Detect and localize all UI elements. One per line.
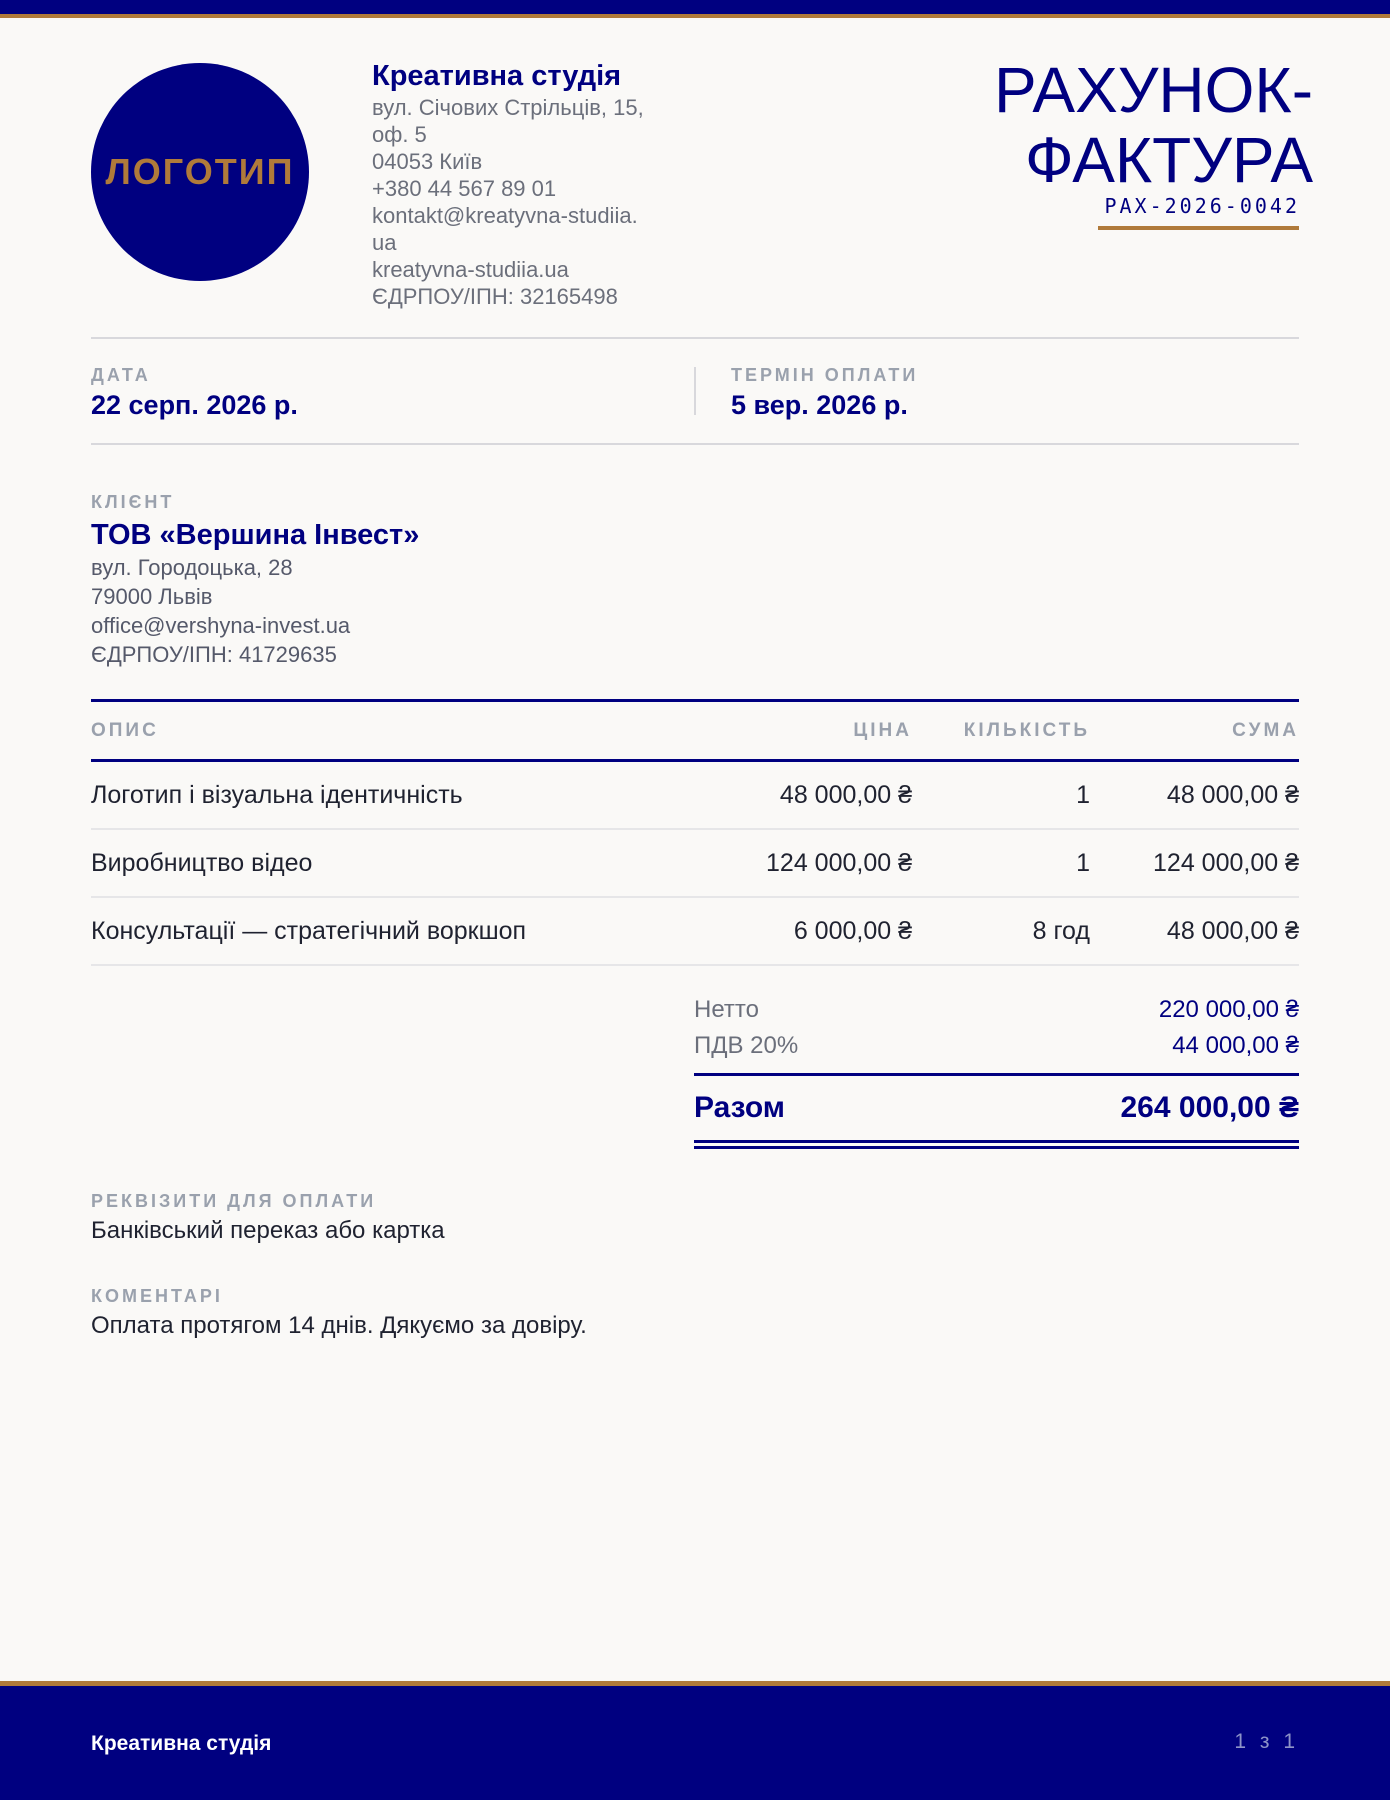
item-price: 6 000,00 ₴ [793,916,912,945]
company-info [372,58,672,310]
item-sum: 48 000,00 ₴ [1166,916,1299,945]
payment-details [91,1190,991,1246]
client-label: КЛІЄНТ [91,492,175,512]
payment-text: Банківський переказ або картка [91,1217,445,1244]
logo-text: ЛОГОТИП [105,151,295,192]
table-header [91,702,1299,759]
top-accent-line [0,14,1390,18]
client-city: 79000 Львів [91,584,213,609]
item-price: 48 000,00 ₴ [779,780,912,809]
document-title-line1: РАХУНОК- [993,54,1313,126]
total-label: Разом [694,1091,785,1124]
top-bar [0,0,1390,14]
invoice-number: РАХ-2026-0042 [1104,194,1300,218]
footer [0,1686,1390,1800]
date-divider [694,367,696,415]
vat-row [694,1028,1299,1064]
due-date-value: 5 вер. 2026 р. [731,390,908,420]
footer-company-name: Креативна студія [91,1732,272,1755]
total-value: 264 000,00 ₴ [1120,1091,1299,1124]
client-address: вул. Городоцька, 28 [91,555,293,580]
due-date-label: ТЕРМІН ОПЛАТИ [731,365,919,385]
company-email-part2: ua [372,230,397,255]
net-value: 220 000,00 ₴ [1158,996,1299,1023]
item-price: 124 000,00 ₴ [766,848,912,877]
client-info [91,491,691,669]
client-email: office@vershyna-invest.ua [91,613,351,638]
company-name: Креативна студія [372,60,622,92]
date-label: ДАТА [91,365,151,385]
header-quantity: КІЛЬКІСТЬ [963,719,1090,741]
divider [91,337,1299,339]
comments [91,1285,991,1341]
client-name: ТОВ «Вершина Інвест» [91,519,420,551]
total-double-rule-top [694,1140,1299,1143]
grand-total-row [694,1076,1299,1140]
net-row [694,992,1299,1028]
date-block [91,364,298,422]
comments-label: КОМЕНТАРІ [91,1286,223,1306]
document-title [913,55,1313,195]
item-quantity: 8 год [1032,916,1090,945]
item-sum: 124 000,00 ₴ [1153,848,1299,877]
comments-text: Оплата протягом 14 днів. Дякуємо за довіру. [91,1312,587,1339]
item-description: Виробництво відео [91,848,313,877]
header-price: ЦІНА [853,719,912,741]
divider [91,443,1299,445]
company-logo [91,63,309,281]
company-phone: +380 44 567 89 01 [372,176,557,201]
header-sum: СУМА [1232,719,1299,741]
totals-block [694,992,1299,1149]
item-quantity: 1 [1076,848,1090,877]
page-indicator: 1 з 1 [1234,1730,1299,1753]
line-items-table [91,699,1299,966]
item-quantity: 1 [1076,780,1090,809]
item-sum: 48 000,00 ₴ [1166,780,1299,809]
due-date-block [731,364,918,422]
payment-label: РЕКВІЗИТИ ДЛЯ ОПЛАТИ [91,1191,377,1211]
document-title-line2: ФАКТУРА [1024,124,1313,196]
company-address-line1: вул. Січових Стрільців, 15, [372,95,644,120]
net-label: Нетто [694,996,759,1023]
item-description: Консультації — стратегічний воркшоп [91,916,527,945]
table-row [91,762,1299,830]
company-address-line2: оф. 5 [372,122,427,147]
company-website: kreatyvna-studiia.ua [372,257,569,282]
item-description: Логотип і візуальна ідентичність [91,780,463,809]
total-double-rule-bottom [694,1146,1299,1149]
company-email-part1: kontakt@kreatyvna-studiia. [372,203,638,228]
table-row [91,830,1299,898]
invoice-number-underline [1098,226,1299,230]
company-city: 04053 Київ [372,149,483,174]
vat-label: ПДВ 20% [694,1032,799,1059]
table-row [91,898,1299,966]
client-tax-id: ЄДРПОУ/ІПН: 41729635 [91,642,337,667]
header-description: ОПИС [91,719,159,741]
company-tax-id: ЄДРПОУ/ІПН: 32165498 [372,284,618,309]
date-value: 22 серп. 2026 р. [91,390,298,420]
vat-value: 44 000,00 ₴ [1172,1032,1299,1059]
